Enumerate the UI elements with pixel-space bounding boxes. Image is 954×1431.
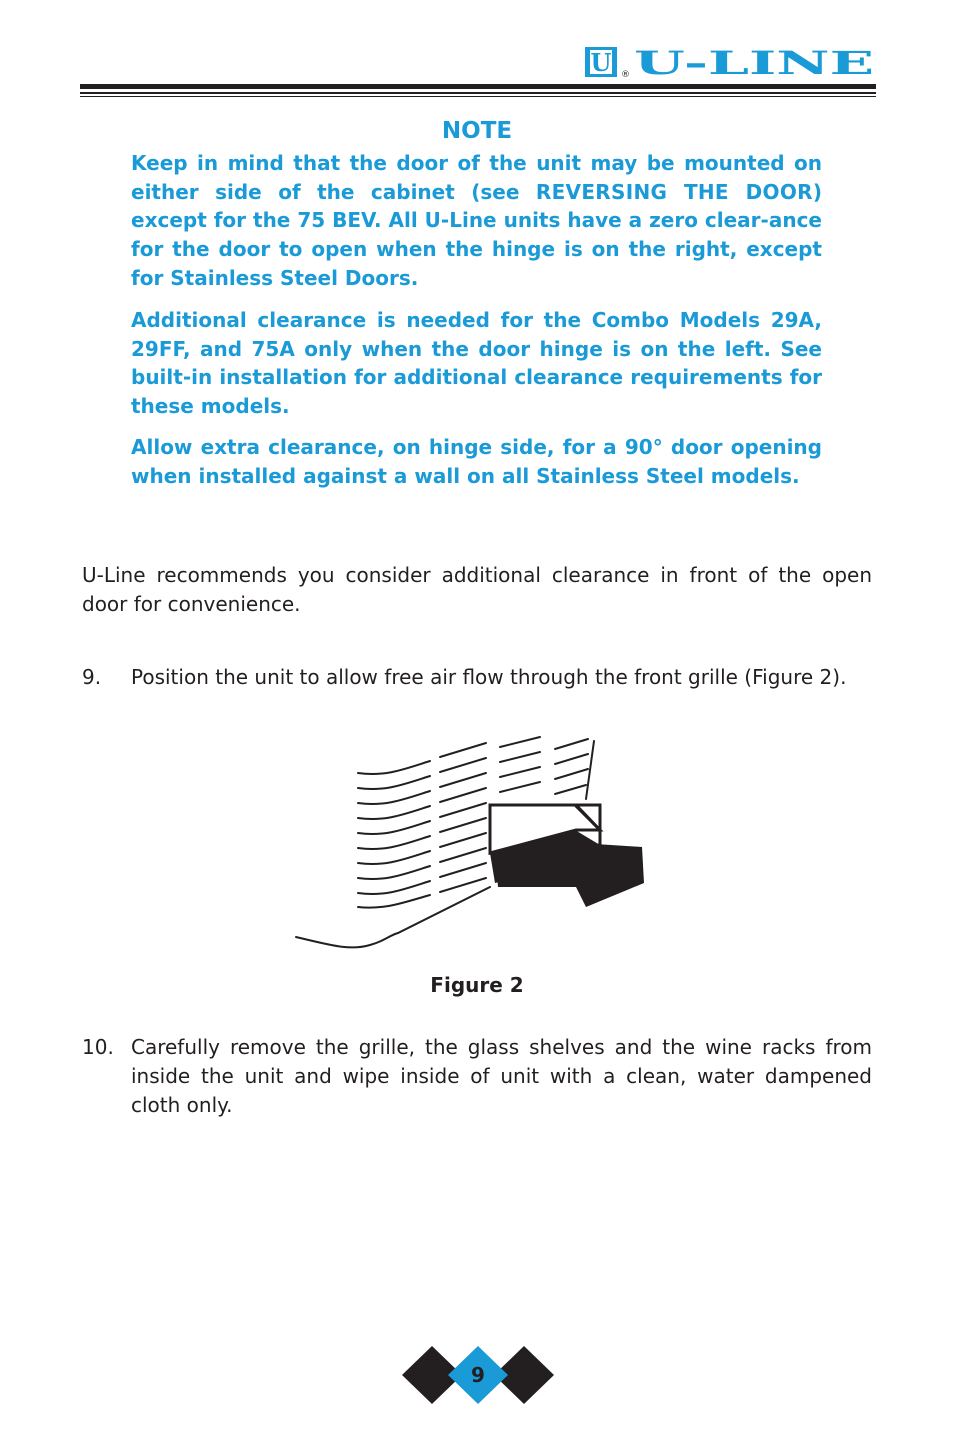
note-title: NOTE bbox=[441, 118, 513, 144]
u-line-logo bbox=[584, 44, 876, 78]
logo-mark: U bbox=[590, 48, 612, 77]
registered-mark: ® bbox=[621, 70, 630, 78]
header-rule-hairline bbox=[80, 96, 876, 97]
step-number: 9. bbox=[82, 665, 102, 689]
recommendation-paragraph: U-Line recommends you consider additional clearance in front of the open door for convenience. bbox=[82, 563, 872, 616]
step-number: 10. bbox=[82, 1035, 114, 1059]
page-number-badge bbox=[400, 1344, 556, 1406]
page-number: 9 bbox=[471, 1363, 485, 1387]
step-9 bbox=[82, 663, 872, 692]
reversing-the-door-reference: REVERSING THE DOOR bbox=[535, 179, 813, 204]
step-text: Carefully remove the grille, the glass shelves and the wine racks from inside the unit and wipe inside of unit with a clean, water dampened cloth only. bbox=[131, 1035, 872, 1117]
header-rule bbox=[80, 84, 876, 89]
note-paragraph-3: Allow extra clearance, on hinge side, for a 90° door opening when installed against a wall on all Stainless Steel models. bbox=[131, 435, 822, 488]
note-paragraph-2: Additional clearance is needed for the Combo Models 29A, 29FF, and 75A only when the door hinge is on the left. See built-in installation for additional clearance requirements for these models. bbox=[131, 308, 822, 419]
header-rule-thin bbox=[80, 92, 876, 94]
grille-airflow-illustration bbox=[290, 735, 660, 950]
logo-text: U-LINE bbox=[634, 44, 874, 78]
figure-caption: Figure 2 bbox=[430, 973, 524, 997]
step-text: Position the unit to allow free air flow through the front grille (Figure 2). bbox=[131, 665, 847, 689]
note-paragraph-1: Keep in mind that the door of the unit may be mounted on either side of the cabinet (see REVERSING THE DOOR) except for the 75 BEV. All U-Line units have a zero clear-ance for the door to open when the hinge is on the right, except for Stainless Steel Doors. bbox=[131, 151, 822, 290]
step-10 bbox=[82, 1033, 872, 1120]
